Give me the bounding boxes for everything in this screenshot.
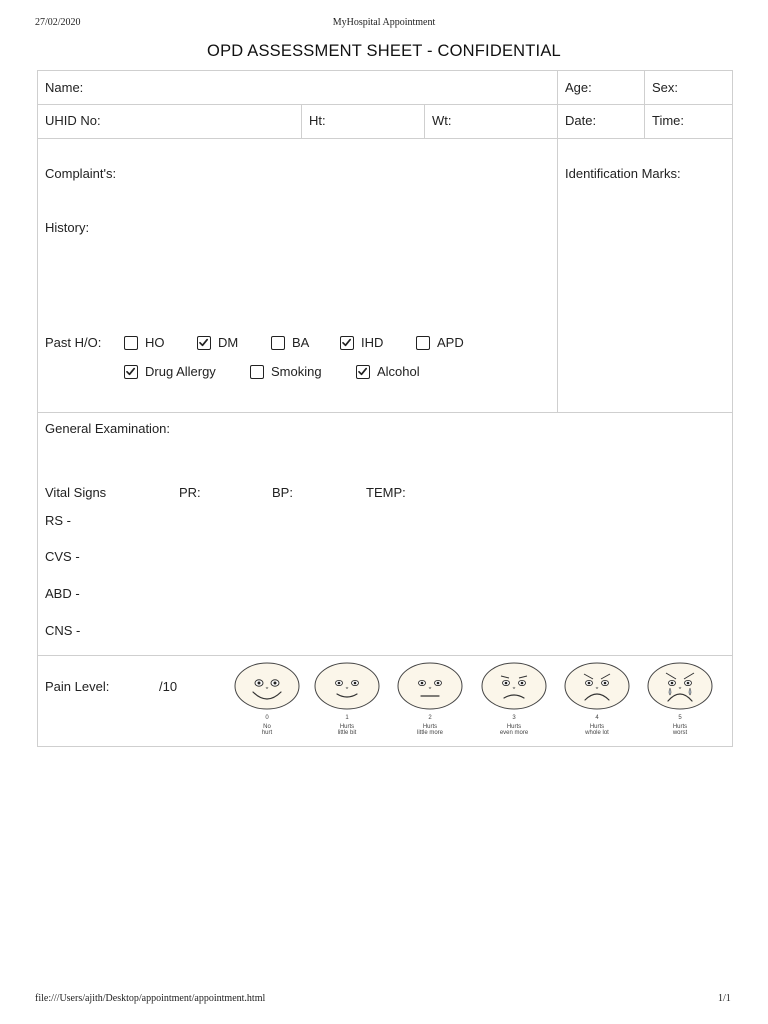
checkmark-icon: [357, 366, 368, 377]
print-title: MyHospital Appointment: [332, 17, 436, 28]
pain-face-1-icon: [314, 662, 380, 714]
name-label: Name:: [45, 80, 84, 95]
checkmark-icon: [125, 366, 136, 377]
pain-face-caption-line: Hurts: [422, 724, 438, 730]
print-page-number: 1/1: [718, 993, 731, 1004]
drug-allergy-checkbox[interactable]: [124, 365, 138, 379]
alcohol-checkbox[interactable]: [356, 365, 370, 379]
ho-option-label: HO: [145, 335, 165, 350]
pain-face-caption-line: Hurts: [339, 724, 355, 730]
sex-label: Sex:: [652, 80, 679, 95]
pain-face-caption: [484, 724, 544, 736]
uhid-label: UHID No:: [45, 113, 101, 128]
pain-level-label: Pain Level:: [45, 679, 110, 694]
row-divider: [38, 104, 732, 105]
ihd-option-label: IHD: [361, 335, 384, 350]
column-divider: [301, 104, 302, 138]
cardiovascular-label: CVS -: [45, 549, 80, 564]
identification-marks-label: Identification Marks:: [565, 166, 681, 181]
row-divider: [38, 412, 732, 413]
ihd-checkbox[interactable]: [340, 336, 354, 350]
blood-pressure-label: BP:: [272, 485, 293, 500]
pain-face-caption-line: worst: [672, 730, 688, 736]
history-label: History:: [45, 220, 90, 235]
pain-face-caption-line: little bit: [337, 730, 357, 736]
pain-face-number: 5: [678, 715, 682, 721]
column-divider: [424, 104, 425, 138]
pain-face-caption-line: little more: [416, 730, 443, 736]
temperature-label: TEMP:: [366, 485, 406, 500]
pain-face-caption: [650, 724, 710, 736]
ba-option-label: BA: [292, 335, 310, 350]
column-divider: [557, 71, 558, 412]
form-title: OPD ASSESSMENT SHEET - CONFIDENTIAL: [207, 42, 561, 60]
pain-face-5-icon: [647, 662, 713, 714]
row-divider: [38, 138, 732, 139]
pain-face-number: 0: [265, 715, 269, 721]
pain-face-caption-line: Hurts: [506, 724, 522, 730]
print-file-path: file:///Users/ajith/Desktop/appointment/appointment.html: [35, 993, 266, 1004]
pain-face-caption: [400, 724, 460, 736]
past-history-label: Past H/O:: [45, 335, 102, 350]
pain-face-number: 4: [595, 715, 599, 721]
pulse-rate-label: PR:: [179, 485, 201, 500]
time-label: Time:: [652, 113, 685, 128]
date-label: Date:: [565, 113, 597, 128]
pain-face-0-icon: [234, 662, 300, 714]
dm-option-label: DM: [218, 335, 239, 350]
alcohol-option-label: Alcohol: [377, 364, 420, 379]
pain-face-number: 1: [345, 715, 349, 721]
pain-face-number: 3: [512, 715, 516, 721]
pain-face-caption: [237, 724, 297, 736]
smoking-checkbox[interactable]: [250, 365, 264, 379]
pain-face-4-icon: [564, 662, 630, 714]
pain-face-caption-line: whole lot: [585, 730, 609, 736]
weight-label: Wt:: [432, 113, 452, 128]
apd-checkbox[interactable]: [416, 336, 430, 350]
pain-face-caption-line: hurt: [261, 730, 273, 736]
pain-face-caption: [567, 724, 627, 736]
pain-face-3-icon: [481, 662, 547, 714]
dm-checkbox[interactable]: [197, 336, 211, 350]
vital-signs-label: Vital Signs: [45, 485, 107, 500]
smoking-option-label: Smoking: [271, 364, 322, 379]
drug-allergy-option-label: Drug Allergy: [145, 364, 216, 379]
pain-face-caption: [317, 724, 377, 736]
checkmark-icon: [198, 337, 209, 348]
row-divider: [38, 655, 732, 656]
abdomen-label: ABD -: [45, 586, 80, 601]
pain-face-caption-line: Hurts: [672, 724, 688, 730]
pain-face-caption-line: Hurts: [589, 724, 605, 730]
ho-checkbox[interactable]: [124, 336, 138, 350]
respiratory-system-label: RS -: [45, 513, 71, 528]
apd-option-label: APD: [437, 335, 464, 350]
pain-scale-label: /10: [159, 679, 178, 694]
column-divider: [644, 71, 645, 104]
general-examination-label: General Examination:: [45, 421, 171, 436]
column-divider: [644, 104, 645, 138]
age-label: Age:: [565, 80, 592, 95]
pain-face-2-icon: [397, 662, 463, 714]
checkmark-icon: [341, 337, 352, 348]
pain-face-caption-line: even more: [499, 730, 529, 736]
pain-face-number: 2: [428, 715, 432, 721]
complaints-label: Complaint's:: [45, 166, 117, 181]
cns-label: CNS -: [45, 623, 81, 638]
pain-face-caption-line: No: [263, 724, 271, 730]
height-label: Ht:: [309, 113, 326, 128]
ba-checkbox[interactable]: [271, 336, 285, 350]
print-date: 27/02/2020: [35, 17, 81, 28]
